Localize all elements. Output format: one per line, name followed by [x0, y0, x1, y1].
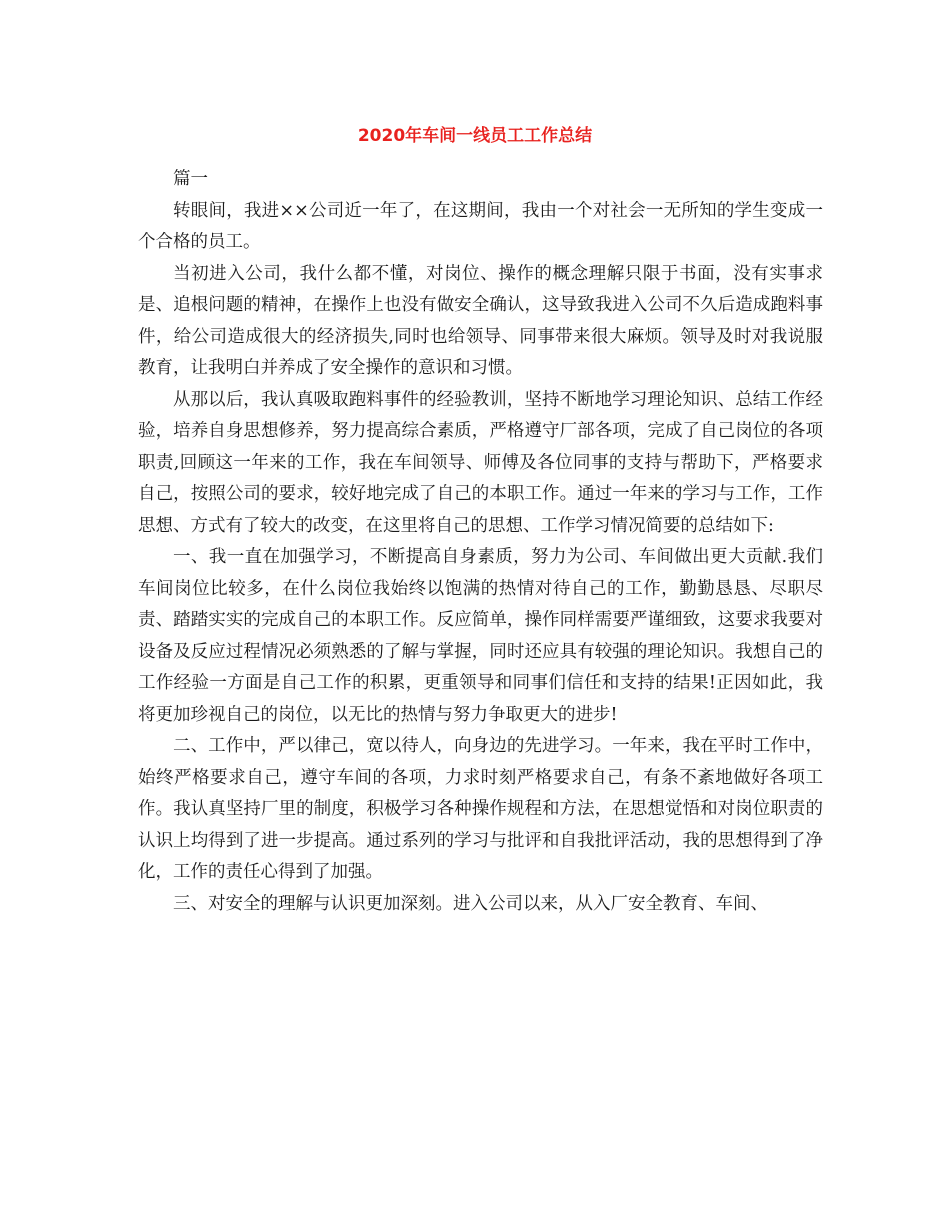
paragraph-point-three: 三、对安全的理解与认识更加深刻。进入公司以来，从入厂安全教育、车间、	[173, 893, 768, 914]
paragraph-intro: 转眼间，我进××公司近一年了，在这期间，我由一个对社会一无所知的学生变成一个合格的员工。	[138, 200, 823, 252]
paragraph-point-one: 一、我一直在加强学习，不断提高自身素质，努力为公司、车间做出更大贡献.我们车间岗位比较多，在什么岗位我始终以饱满的热情对待自己的工作，勤勤恳恳、尽职尽责、踏踏实实的完成自己的本职工作。反应简单，操作同样需要严谨细致，这要求我要对设备及反应过程情况必须熟悉的了解与掌握，同时还应具有较强的理论知识。我想自己的工作经验一方面是自己工作的积累，更重领导和同事们信任和支持的结果!正因如此，我将更加珍视自己的岗位，以无比的热情与努力争取更大的进步!	[138, 547, 823, 725]
paragraph-section-label: 篇一	[173, 169, 208, 189]
page-title: 2020年车间一线员工工作总结	[357, 126, 593, 146]
paragraph-beginning: 当初进入公司，我什么都不懂，对岗位、操作的概念理解只限于书面，没有实事求是、追根问题的精神，在操作上也没有做安全确认，这导致我进入公司不久后造成跑料事件，给公司造成很大的经济损失,同时也给领导、同事带来很大麻烦。领导及时对我说服教育，让我明白并养成了安全操作的意识和习惯。	[138, 263, 823, 378]
paragraph-point-two: 二、工作中，严以律己，宽以待人，向身边的先进学习。一年来，我在平时工作中，始终严格要求自己，遵守车间的各项，力求时刻严格要求自己，有条不紊地做好各项工作。我认真坚持厂里的制度，积极学习各种操作规程和方法，在思想觉悟和对岗位职责的认识上均得到了进一步提高。通过系列的学习与批评和自我批评活动，我的思想得到了净化，工作的责任心得到了加强。	[138, 736, 823, 882]
paragraph-lessons: 从那以后，我认真吸取跑料事件的经验教训，坚持不断地学习理论知识、总结工作经验，培养自身思想修养，努力提高综合素质，严格遵守厂部各项，完成了自己岗位的各项职责,回顾这一年来的工作，我在车间领导、师傅及各位同事的支持与帮助下，严格要求自己，按照公司的要求，较好地完成了自己的本职工作。通过一年来的学习与工作，工作思想、方式有了较大的改变，在这里将自己的思想、工作学习情况简要的总结如下:	[138, 389, 823, 536]
document-body	[138, 164, 823, 920]
